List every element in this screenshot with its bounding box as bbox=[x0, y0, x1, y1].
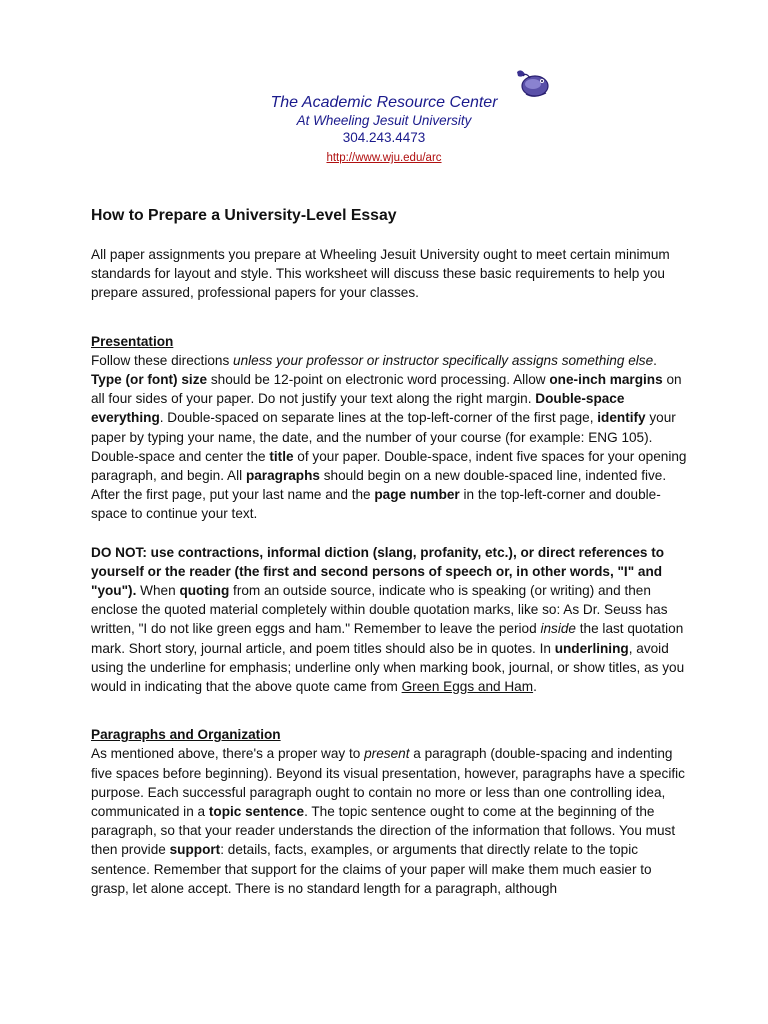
book-title: Green Eggs and Ham bbox=[401, 679, 534, 695]
paragraphs-organization-paragraph: As mentioned above, there's a proper way to present a paragraph (double-spacing and indenting five spaces before beginning). Beyond its visual presentation, however, paragraphs have a specific purpose. Each successful paragraph ought to contain no more or less than one controlling idea, communicated in a topic sentence. The topic sentence ought to come at the beginning of the paragraph, so that your reader understands the direction of the information that follows. You must then provide support: details, facts, examples, or arguments that directly relate to the topic sentence. Remember that support for the claims of your paper will make them much easier to grasp, let alone accept. There is no standard length for a paragraph, although bbox=[91, 746, 685, 896]
intro-paragraph: All paper assignments you prepare at Wheeling Jesuit University ought to meet certain minimum standards for layout and style. This worksheet will discuss these basic requirements to help you prepare assured, professional papers for your classes. bbox=[91, 247, 670, 301]
presentation-paragraph-1: Follow these directions unless your professor or instructor specifically assigns something else. Type (or font) size should be 12-point on electronic word processing. Allow one-inch margins on all four sides of your paper. Do not justify your text along the right margin. Double-space everything. Double-spaced on separate lines at the top-left-corner of the first page, identify your paper by typing your name, the date, and the number of your course (for example: ENG 105). Double-space and center the title of your paper. Double-space, indent five spaces for your opening paragraph, and begin. All paragraphs should begin on a new double-spaced line, indented five. After the first page, put your last name and the page number in the top-left-corner and double-space to continue your text. bbox=[91, 352, 687, 522]
website-link[interactable]: http://www.wju.edu/arc bbox=[326, 152, 442, 164]
header-block bbox=[0, 93, 768, 167]
document-title: How to Prepare a University-Level Essay bbox=[91, 207, 397, 224]
university-name: At Wheeling Jesuit University bbox=[296, 113, 472, 128]
section-heading-presentation: Presentation bbox=[91, 333, 174, 349]
org-name: The Academic Resource Center bbox=[270, 94, 498, 111]
phone-number: 304.243.4473 bbox=[342, 130, 426, 145]
section-heading-paragraphs: Paragraphs and Organization bbox=[91, 727, 281, 743]
presentation-paragraph-2: DO NOT: use contractions, informal diction (slang, profanity, etc.), or direct references to yourself or the reader (the first and second persons of speech or, in other words, "I" and "you"). When quoting from an outside source, indicate who is speaking (or writing) and then enclose the quoted material completely within double quotation marks, like so: As Dr. Seuss has written, "I do not like green eggs and ham." Remember to leave the period inside the last quotation mark. Short story, journal article, and poem titles should also be in quotes. In underlining, avoid using the underline for emphasis; underline only when marking book, journal, or show titles, as you would in indicating that the above quote came from Green Eggs and Ham. bbox=[91, 544, 685, 695]
document-body bbox=[91, 206, 691, 898]
